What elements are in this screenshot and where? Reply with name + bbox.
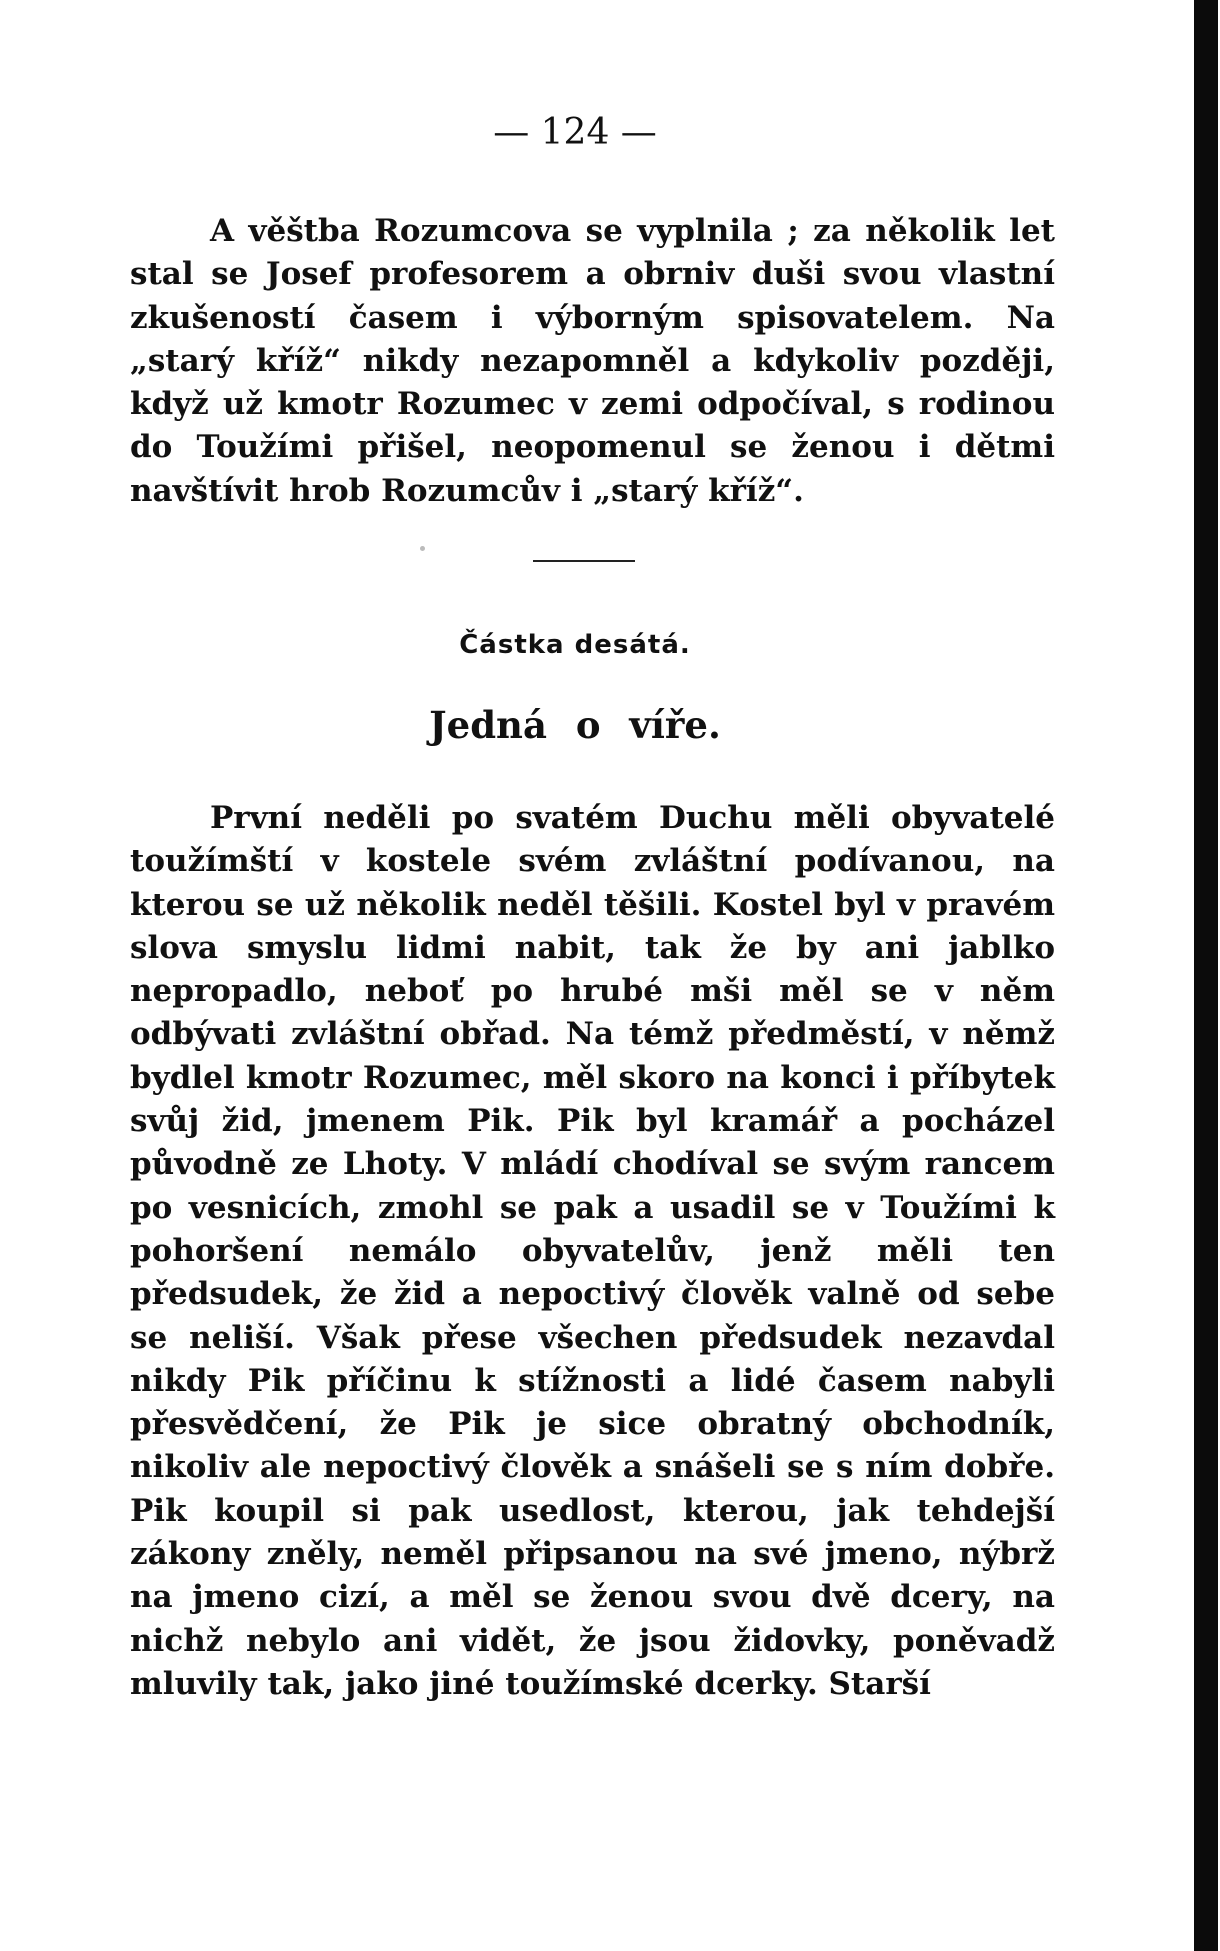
paragraph-1: A věštba Rozumcova se vyplnila ; za několik let stal se Josef profesorem a obrniv duši svou vlastní zkušeností časem i výborným spisovatelem. Na „starý kříž“ nikdy nezapomněl a kdykoliv později, když už kmotr Rozumec v zemi odpočíval, s rodinou do Toužími přišel, neopomenul se ženou i dětmi navštívit hrob Rozumcův i „starý kříž“. (130, 213, 1055, 509)
paragraph-2: První neděli po svatém Duchu měli obyvatelé toužímští v kostele svém zvláštní podívanou, na kterou se už několik neděl těšili. Kostel byl v pravém slova smyslu lidmi nabit, tak že by ani jablko nepropadlo, neboť po hrubé mši měl se v něm odbývati zvláštní obřad. Na témž předměstí, v němž bydlel kmotr Rozumec, měl skoro na konci i příbytek svůj žid, jmenem Pik. Pik byl kramář a pocházel původně ze Lhoty. V mládí chodíval se svým rancem po vesnicích, zmohl se pak a usadil se v Toužími k pohoršení nemálo obyvatelův, jenž měli ten předsudek, že žid a nepoctivý člověk valně od sebe se neliší. Však přese všechen předsudek nezavdal nikdy Pik příčinu k stížnosti a lidé časem nabyli přesvědčení, že Pik je sice obratný obchodník, nikoliv ale nepoctivý člověk a snášeli se s ním dobře. Pik koupil si pak usedlost, kterou, jak tehdejší zákony zněly, neměl připsanou na své jmeno, nýbrž na jmeno cizí, a měl se ženou svou dvě dcery, na nichž nebylo ani vidět, že jsou židovky, poněvadž mluvily tak, jako jiné toužímské dcerky. Starší (130, 800, 1055, 1702)
page-number: — 124 — (493, 112, 657, 153)
part-title: Částka desátá. (459, 630, 691, 660)
chapter-title: Jedná o víře. (429, 703, 721, 747)
scan-edge (1194, 0, 1218, 1951)
print-speck (420, 546, 425, 551)
section-divider (533, 560, 635, 562)
